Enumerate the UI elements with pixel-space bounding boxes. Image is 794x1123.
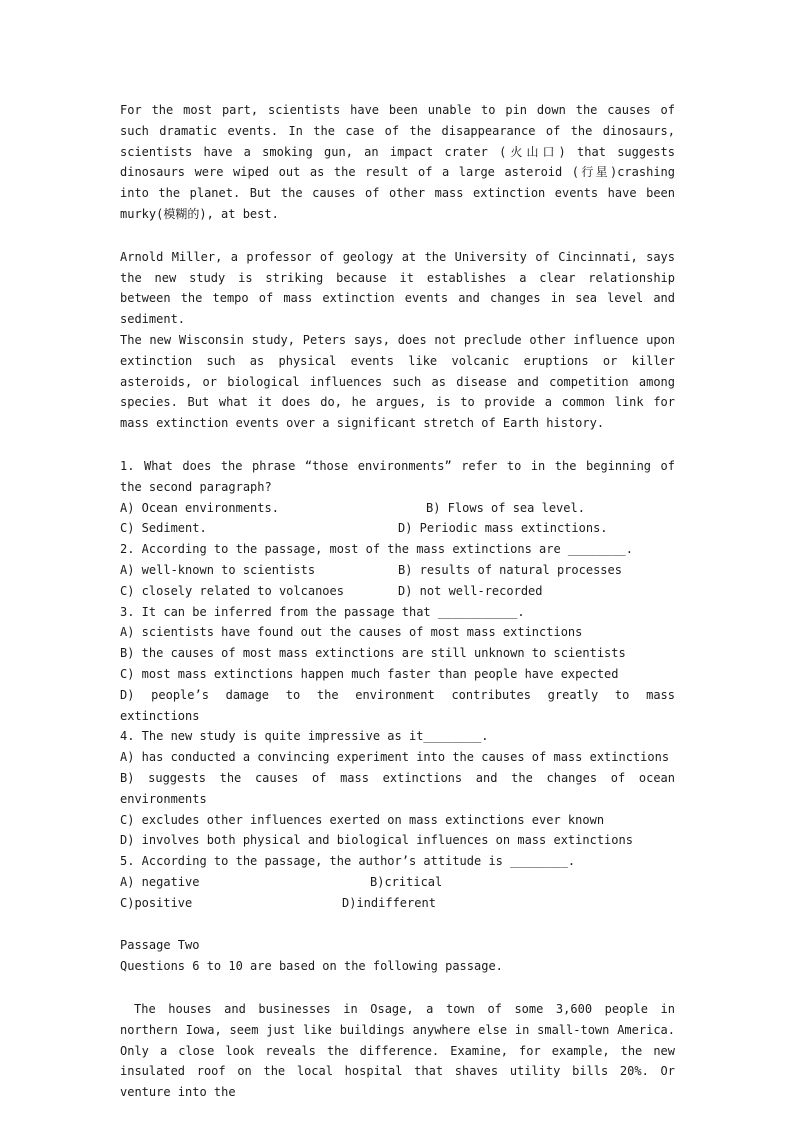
question-1-option-c: C) Sediment. (120, 521, 207, 536)
question-2-option-b: B) results of natural processes (398, 562, 622, 577)
question-5-options-row-2 (120, 893, 675, 914)
question-4-option-a: A) has conducted a convincing experiment into the causes of mass extinctions (120, 750, 670, 765)
spacer (120, 977, 675, 999)
question-1-stem: 1. What does the phrase “those environments” refer to in the beginning of the second paragraph? (120, 458, 675, 494)
question-5-option-d: D)indifferent (342, 895, 436, 910)
passage-one-paragraph-1: For the most part, scientists have been unable to pin down the causes of such dramatic events. In the case of the disappearance of the dinosaurs, scientists have a smoking gun, an impact crater (火山口) that suggests dinosaurs were wiped out as the result of a large asteroid (行星)crashing into the planet. But the causes of other mass extinction events have been murky(模糊的), at best. (120, 103, 675, 221)
passage-two-instruction: Questions 6 to 10 are based on the following passage. (120, 959, 503, 974)
question-2-option-d: D) not well-recorded (398, 583, 543, 598)
question-3-stem: 3. It can be inferred from the passage that ___________. (120, 604, 525, 619)
spacer (120, 913, 675, 935)
question-3-option-d: D) people’s damage to the environment contributes greatly to mass extinctions (120, 687, 675, 723)
question-3-option-c: C) most mass extinctions happen much faster than people have expected (120, 666, 619, 681)
passage-one-paragraph-2: Arnold Miller, a professor of geology at the University of Cincinnati, says the new study is striking because it establishes a clear relationship between the tempo of mass extinction events and changes in sea level and sediment. (120, 249, 675, 327)
question-4-option-c: C) excludes other influences exerted on mass extinctions ever known (120, 812, 605, 827)
question-4-stem: 4. The new study is quite impressive as it________. (120, 729, 489, 744)
question-1-option-b: B) Flows of sea level. (426, 500, 585, 515)
question-2-option-c: C) closely related to volcanoes (120, 583, 344, 598)
question-2-stem: 2. According to the passage, most of the mass extinctions are ________. (120, 542, 633, 557)
spacer (120, 434, 675, 456)
question-5-option-b: B)critical (370, 874, 443, 889)
question-1-options-row-2 (120, 518, 675, 539)
document-page (120, 100, 675, 1103)
question-5-stem: 5. According to the passage, the author’s attitude is ________. (120, 854, 576, 869)
question-5-option-a: A) negative (120, 874, 200, 889)
question-2-options-row-1 (120, 560, 675, 581)
question-2-option-a: A) well-known to scientists (120, 562, 316, 577)
passage-one-paragraph-3: The new Wisconsin study, Peters says, does not preclude other influence upon extinction such as physical events like volcanic eruptions or killer asteroids, or biological influences such as disease and competition among species. But what it does do, he argues, is to provide a common link for mass extinction events over a significant stretch of Earth history. (120, 332, 675, 431)
passage-two-heading: Passage Two (120, 938, 200, 953)
question-1-option-a: A) Ocean environments. (120, 500, 279, 515)
question-4-option-b: B) suggests the causes of mass extinctions and the changes of ocean environments (120, 770, 675, 806)
question-3-option-b: B) the causes of most mass extinctions are still unknown to scientists (120, 646, 626, 661)
spacer (120, 225, 675, 247)
question-2-options-row-2 (120, 581, 675, 602)
question-5-option-c: C)positive (120, 895, 193, 910)
question-5-options-row-1 (120, 872, 675, 893)
question-1-option-d: D) Periodic mass extinctions. (398, 521, 608, 536)
question-3-option-a: A) scientists have found out the causes of most mass extinctions (120, 625, 583, 640)
question-1-options-row-1 (120, 498, 675, 519)
passage-two-paragraph-1: The houses and businesses in Osage, a town of some 3,600 people in northern Iowa, seem just like buildings anywhere else in small-town America. Only a close look reveals the difference. Examine, for example, the new insulated roof on the local hospital that shaves utility bills 20%. Or venture into the (120, 1002, 675, 1100)
question-4-option-d: D) involves both physical and biological influences on mass extinctions (120, 833, 633, 848)
